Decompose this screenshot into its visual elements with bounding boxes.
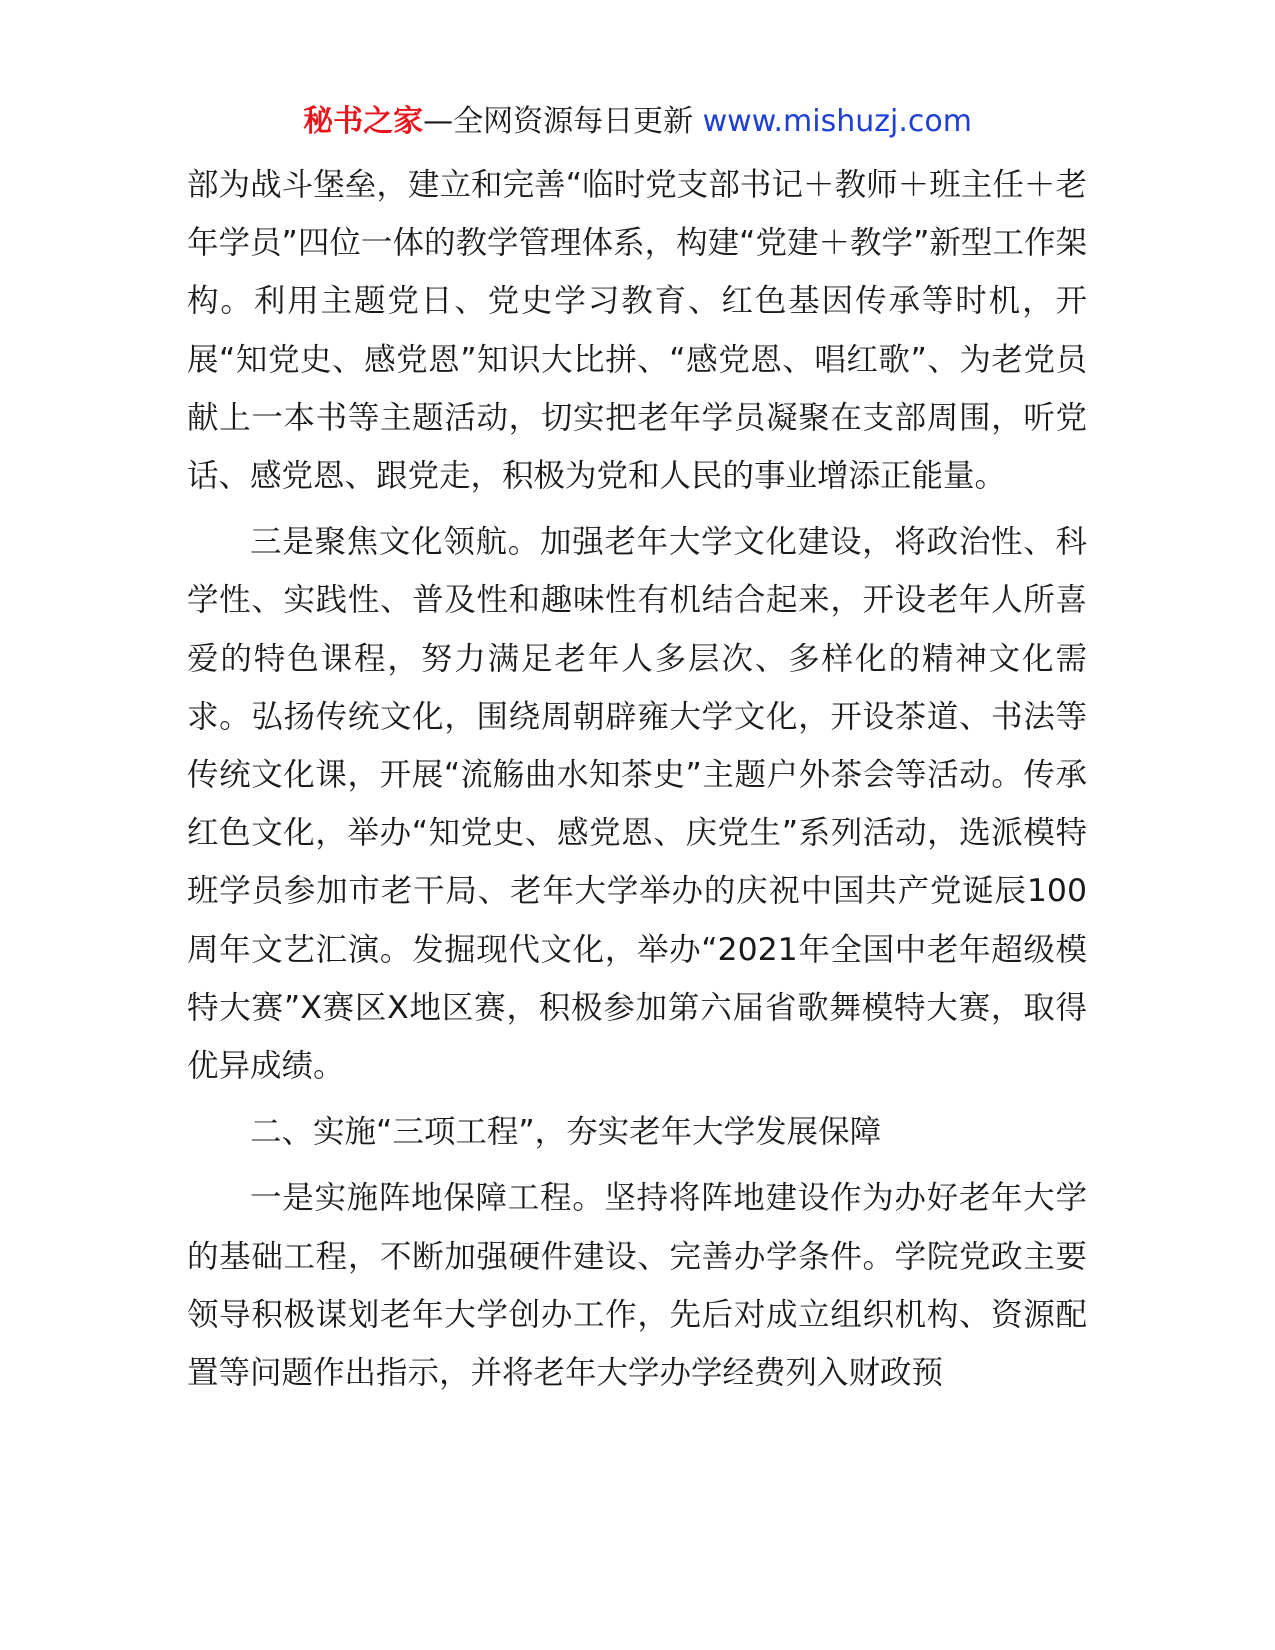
paragraph-culture: 三是聚焦文化领航。加强老年大学文化建设，将政治性、科学性、实践性、普及性和趣味性有机结合起来，开设老年人所喜爱的特色课程，努力满足老年人多层次、多样化的精神文化需求。弘扬传统文化，围绕周朝辟雍大学文化，开设茶道、书法等传统文化课，开展“流觞曲水知茶史”主题户外茶会等活动。传承红色文化，举办“知党史、感党恩、庆党生”系列活动，选派模特班学员参加市老干局、老年大学举办的庆祝中国共产党诞辰100周年文艺汇演。发掘现代文化，举办“2021年全国中老年超级模特大赛”X赛区X地区赛，积极参加第六届省歌舞模特大赛，取得优异成绩。	[187, 524, 1087, 1085]
section-heading: 二、实施“三项工程”，夯实老年大学发展保障	[250, 1114, 882, 1151]
header-tagline: —全网资源每日更新	[423, 104, 703, 139]
page-header	[0, 100, 1275, 144]
paragraph-continuation: 部为战斗堡垒，建立和完善“临时党支部书记＋教师＋班主任＋老年学员”四位一体的教学管理体系，构建“党建＋教学”新型工作架构。利用主题党日、党史学习教育、红色基因传承等时机，开展“知党史、感党恩”知识大比拼、“感党恩、唱红歌”、为老党员献上一本书等主题活动，切实把老年学员凝聚在支部周围，听党话、感党恩、跟党走，积极为党和人民的事业增添正能量。	[187, 167, 1087, 495]
header-url-link[interactable]: www.mishuzj.com	[702, 104, 972, 139]
paragraph-venue: 一是实施阵地保障工程。坚持将阵地建设作为办好老年大学的基础工程，不断加强硬件建设、完善办学条件。学院党政主要领导积极谋划老年大学创办工作，先后对成立组织机构、资源配置等问题作出指示，并将老年大学办学经费列入财政预	[187, 1180, 1087, 1392]
header-brand: 秘书之家	[303, 104, 424, 139]
document-body	[187, 156, 1087, 1402]
